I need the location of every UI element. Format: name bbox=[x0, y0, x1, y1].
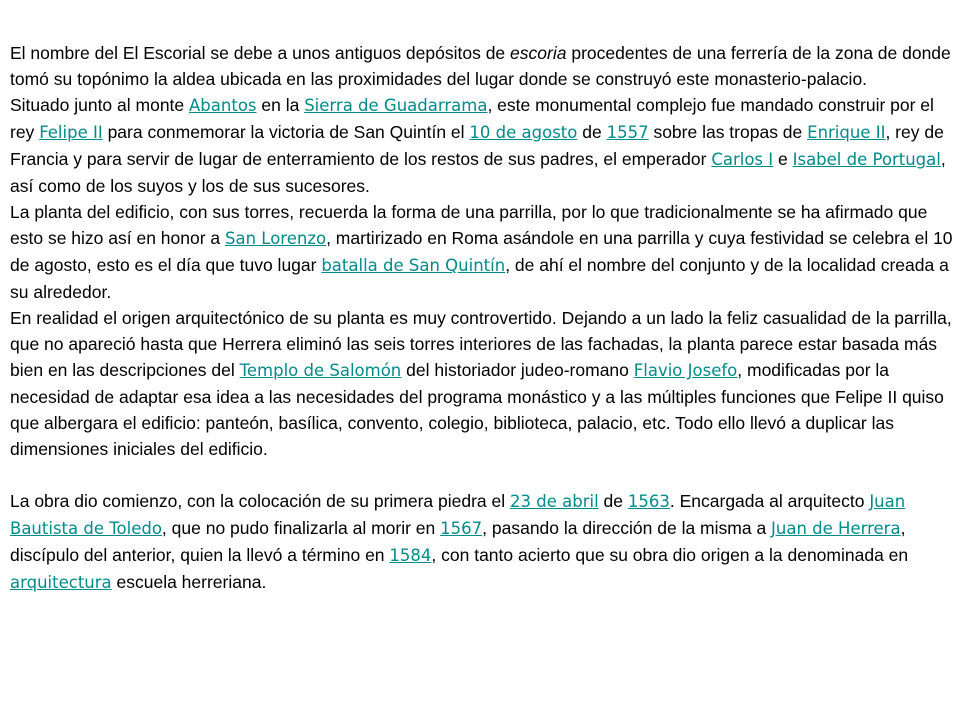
link-juan-bautista-de-toledo[interactable]: Juan Bautista de Toledo bbox=[10, 492, 906, 538]
text-run: La obra dio comienzo, con la colocación de su primera piedra el bbox=[10, 491, 511, 511]
paragraph bbox=[10, 199, 954, 305]
text-run: sobre las tropas de bbox=[648, 122, 808, 142]
text-run: La planta del edificio, con sus torres, recuerda la forma de una parrilla, por lo que tradicionalmente se ha afirmado que esto se hizo así en honor a bbox=[10, 202, 928, 248]
text-run: para conmemorar la victoria de San Quintín el bbox=[102, 122, 470, 142]
text-run: , de ahí el nombre del conjunto y de la localidad creada a su alrededor. bbox=[10, 255, 949, 302]
link-templo-de-salomon[interactable]: Templo de Salomón bbox=[239, 361, 402, 380]
link-isabel-de-portugal[interactable]: Isabel de Portugal bbox=[792, 150, 941, 169]
link-batalla-de-san-quintin[interactable]: batalla de San Quintín bbox=[321, 256, 506, 275]
link-enrique-ii[interactable]: Enrique II bbox=[807, 123, 886, 142]
text-run: , así como de los suyos y los de sus sucesores. bbox=[10, 149, 946, 196]
text-run: , que no pudo finalizarla al morir en bbox=[161, 518, 441, 538]
link-san-lorenzo[interactable]: San Lorenzo bbox=[225, 229, 327, 248]
link-sierra-de-guadarrama[interactable]: Sierra de Guadarrama bbox=[304, 96, 488, 115]
paragraph bbox=[10, 488, 954, 596]
text-run: El nombre del El Escorial se debe a unos antiguos depósitos de bbox=[10, 43, 511, 63]
text-run: , martirizado en Roma asándole en una parrilla y cuya festividad se celebra el 10 de agosto, esto es el día que tuvo lugar bbox=[10, 228, 953, 275]
text-run: del historiador judeo-romano bbox=[401, 360, 634, 380]
text-run: , rey de Francia y para servir de lugar de enterramiento de los restos de sus padres, el emperador bbox=[10, 122, 944, 169]
text-run: . Encargada al arquitecto bbox=[669, 491, 870, 511]
text-run: e bbox=[773, 149, 793, 169]
text-run: Situado junto al monte bbox=[10, 95, 190, 115]
link-juan-de-herrera[interactable]: Juan de Herrera bbox=[771, 519, 901, 538]
link-carlos-i[interactable]: Carlos I bbox=[711, 150, 774, 169]
link-arquitectura[interactable]: arquitectura bbox=[10, 573, 112, 592]
link-1563[interactable]: 1563 bbox=[627, 492, 670, 511]
link-1584[interactable]: 1584 bbox=[389, 546, 432, 565]
link-flavio-josefo[interactable]: Flavio Josefo bbox=[633, 361, 738, 380]
text-run: de bbox=[598, 491, 628, 511]
text-run: de bbox=[577, 122, 607, 142]
link-felipe-ii[interactable]: Felipe II bbox=[39, 123, 103, 142]
text-run: procedentes de una ferrería de la zona de donde tomó su topónimo la aldea ubicada en las proximidades del lugar donde se construyó este monasterio-palacio. bbox=[10, 43, 951, 89]
paragraph bbox=[10, 92, 954, 199]
text-run: En realidad el origen arquitectónico de su planta es muy controvertido. Dejando a un lado la feliz casualidad de la parrilla, que no apareció hasta que Herrera eliminó las seis torres interiores de las fachadas, la planta parece estar basada más bien en las descripciones del bbox=[10, 308, 952, 380]
text-run: , con tanto acierto que su obra dio origen a la denominada en bbox=[431, 545, 909, 565]
text-run: escuela herreriana. bbox=[111, 572, 267, 592]
text-run: , modificadas por la necesidad de adaptar esa idea a las necesidades del programa monástico y a las múltiples funciones que Felipe II quiso que albergara el edificio: panteón, basílica, convento, colegio, biblioteca, palacio, etc. Todo ello llevó a duplicar las dimensiones iniciales del edificio. bbox=[10, 360, 944, 459]
text-run: , discípulo del anterior, quien la llevó a término en bbox=[10, 518, 906, 565]
document-body bbox=[10, 40, 954, 596]
link-1557[interactable]: 1557 bbox=[606, 123, 649, 142]
link-23-de-abril[interactable]: 23 de abril bbox=[510, 492, 599, 511]
blank-line bbox=[10, 462, 954, 488]
text-run: , este monumental complejo fue mandado construir por el rey bbox=[10, 95, 934, 142]
text-run: en la bbox=[256, 95, 305, 115]
paragraph bbox=[10, 305, 954, 462]
text-run: , pasando la dirección de la misma a bbox=[482, 518, 772, 538]
paragraph bbox=[10, 40, 954, 92]
link-1567[interactable]: 1567 bbox=[440, 519, 483, 538]
link-10-de-agosto[interactable]: 10 de agosto bbox=[469, 123, 578, 142]
italic-text: escoria bbox=[510, 43, 567, 63]
link-abantos[interactable]: Abantos bbox=[189, 96, 257, 115]
